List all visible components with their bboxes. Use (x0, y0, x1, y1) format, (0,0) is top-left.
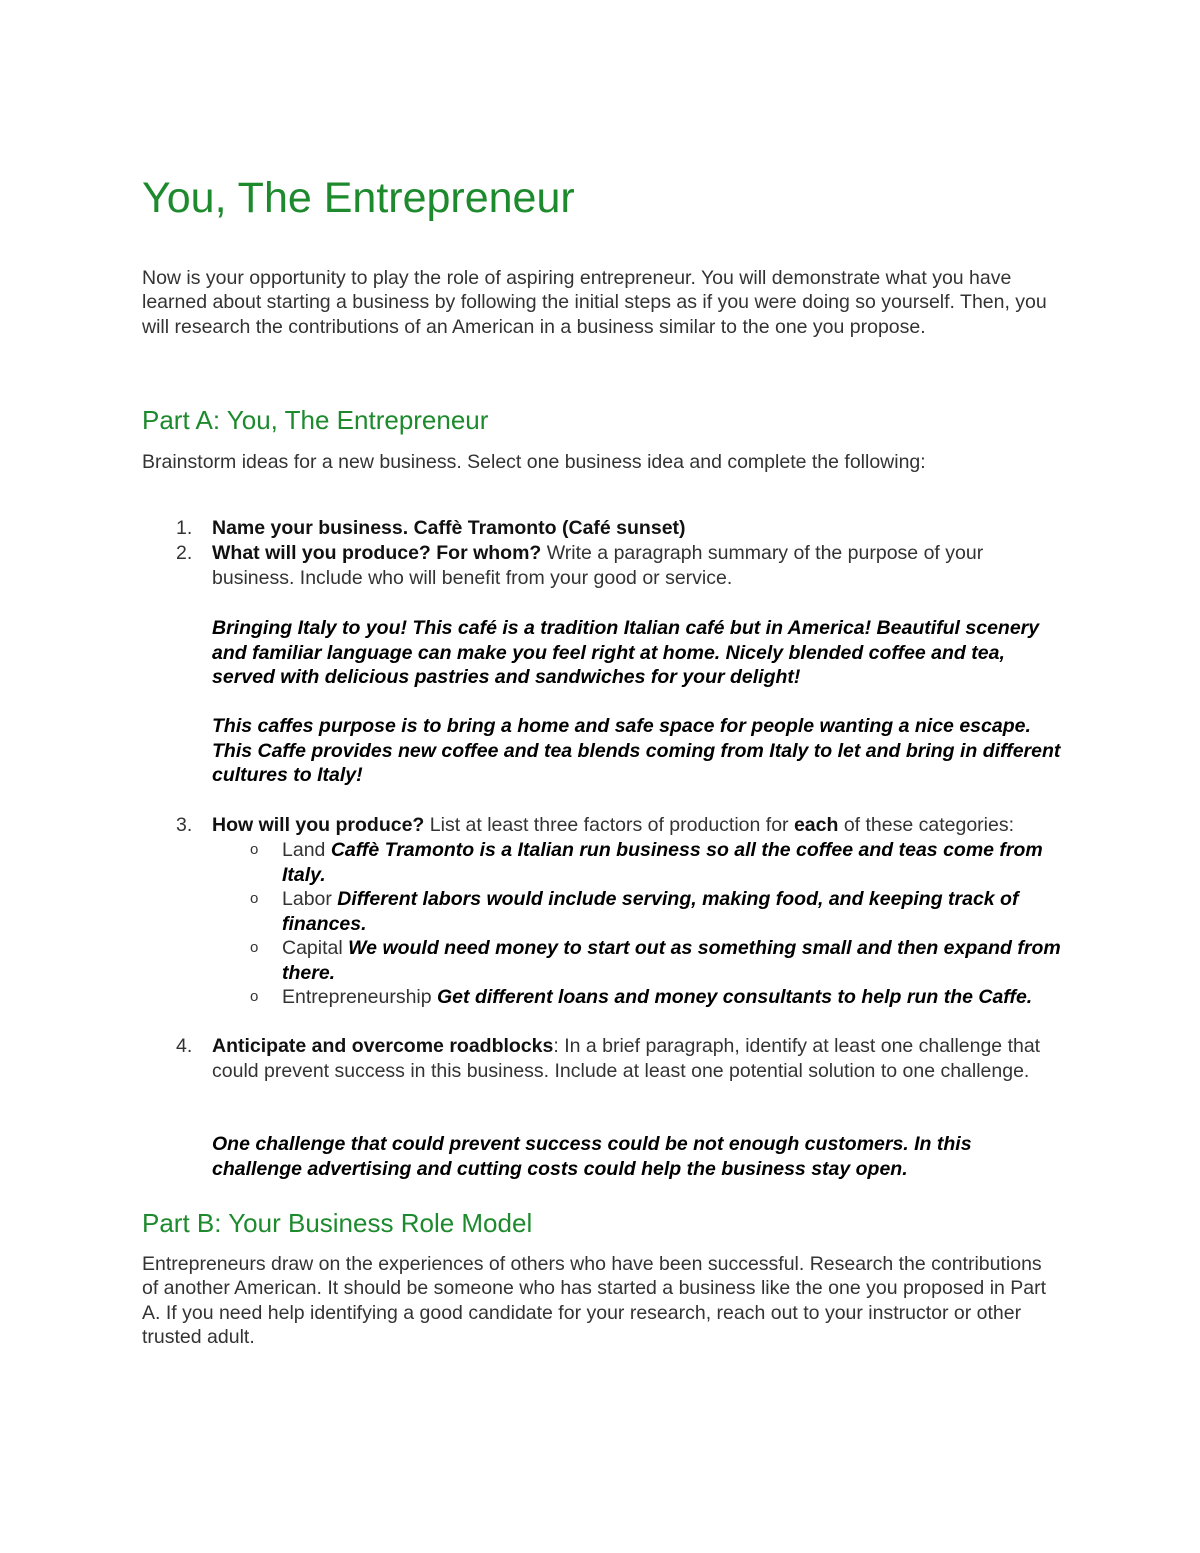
question-label: How will you produce? (212, 814, 425, 836)
question-prompt: : In a brief paragraph, identify at least one challenge that could prevent success in this business. Include at least one potential solution to one challenge. (212, 1035, 1041, 1082)
answer-paragraph: Bringing Italy to you! This café is a tradition Italian café but in America! Beautiful scenery and familiar language can make you feel right at home. Nicely blended coffee and tea, served with delicious pastries and sandwiches for your delight! (212, 617, 1040, 688)
part-a-instructions: Brainstorm ideas for a new business. Select one business idea and complete the following: (142, 451, 926, 473)
bullet-marker: o (250, 939, 259, 956)
factor-label: Capital (282, 937, 349, 959)
factor-answer: Different labors would include serving, making food, and keeping track of finances. (282, 888, 1019, 935)
list-number: 2. (176, 542, 193, 564)
factor-answer: We would need money to start out as something small and then expand from there. (282, 937, 1061, 984)
bullet-marker: o (250, 841, 259, 858)
bullet-marker: o (250, 988, 259, 1005)
list-item-text (212, 541, 1062, 590)
sub-item-text (282, 838, 1062, 887)
sub-item-text (282, 887, 1062, 936)
list-number: 1. (176, 517, 193, 539)
sub-item-text (282, 985, 1062, 1010)
factor-answer: Caffè Tramonto is a Italian run business so all the coffee and teas come from Italy. (282, 839, 1043, 886)
factor-label: Land (282, 839, 331, 861)
question-label: What will you produce? For whom? (212, 542, 542, 564)
business-name: Name your business. Caffè Tramonto (Café sunset) (212, 517, 686, 539)
part-b-heading: Part B: Your Business Role Model (142, 1208, 533, 1238)
question-prompt: List at least three factors of production for (424, 814, 794, 836)
question-prompt: of these categories: (838, 814, 1015, 836)
bullet-marker: o (250, 890, 259, 907)
list-number: 4. (176, 1035, 193, 1057)
part-b-paragraph: Entrepreneurs draw on the experiences of others who have been successful. Research the contributions of another American. It should be someone who has started a business like the one you proposed in Part A. If you need help identifying a good candidate for your research, reach out to your instructor or other trusted adult. (142, 1253, 1047, 1348)
sub-item-text (282, 936, 1062, 985)
factor-label: Labor (282, 888, 338, 910)
emphasis-text: each (793, 814, 839, 836)
factor-label: Entrepreneurship (282, 986, 438, 1008)
part-a-heading: Part A: You, The Entrepreneur (142, 405, 489, 435)
question-prompt: Write a paragraph summary of the purpose of your business. Include who will benefit from your good or service. (212, 542, 984, 589)
answer-paragraph: This caffes purpose is to bring a home and safe space for people wanting a nice escape. This Caffe provides new coffee and tea blends coming from Italy to let and bring in different cultures to Italy! (212, 715, 1061, 786)
factor-answer: Get different loans and money consultants to help run the Caffe. (437, 986, 1033, 1008)
list-number: 3. (176, 814, 193, 836)
answer-paragraph: One challenge that could prevent success could be not enough customers. In this challenge advertising and cutting costs could help the business stay open. (212, 1133, 972, 1180)
question-label: Anticipate and overcome roadblocks (212, 1035, 554, 1057)
list-item-text (212, 1034, 1062, 1083)
list-item-text (212, 813, 1062, 838)
document-title: You, The Entrepreneur (142, 174, 575, 222)
intro-paragraph: Now is your opportunity to play the role of aspiring entrepreneur. You will demonstrate what you have learned about starting a business by following the initial steps as if you were doing so yourself. Then, you will research the contributions of an American in a business similar to the one you propose. (142, 267, 1047, 338)
